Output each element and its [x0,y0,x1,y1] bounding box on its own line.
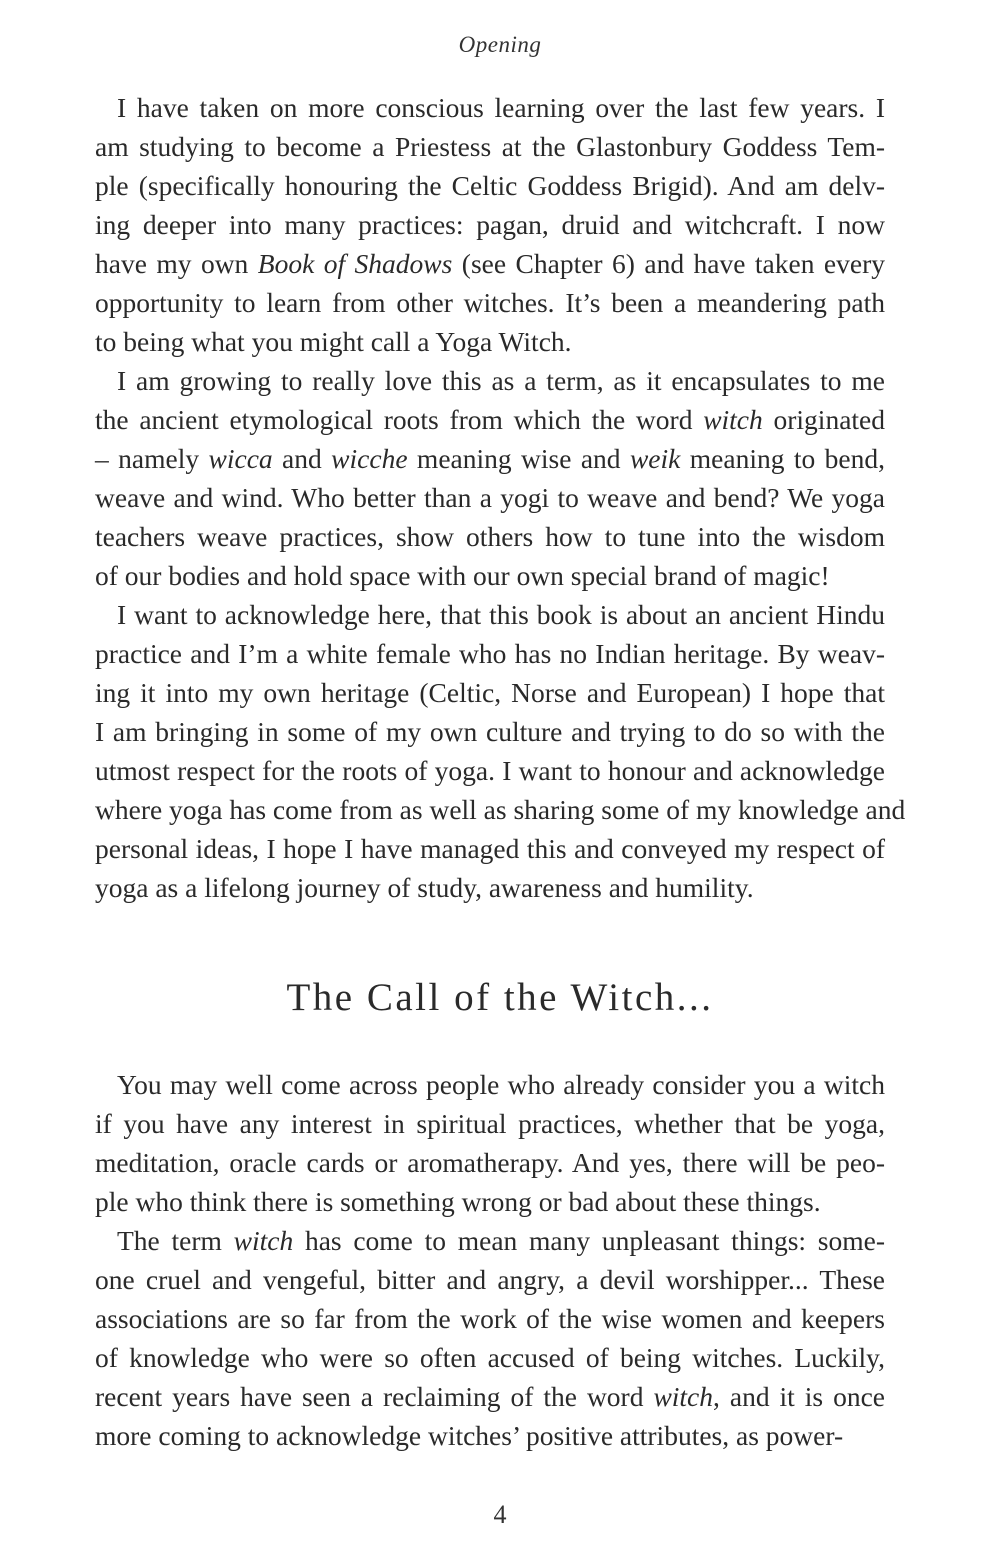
text-line [95,127,885,166]
text-segment: am studying to become a Priestess at the Glastonbury Goddess Tem- [95,131,885,162]
text-line [95,1182,885,1221]
paragraph [95,1065,885,1221]
text-line [95,1299,885,1338]
text-line [95,712,885,751]
text-line [95,1416,885,1455]
text-segment: have my own [95,248,258,279]
text-line [95,1104,885,1143]
text-segment: and [272,443,332,474]
text-segment: meditation, oracle cards or aromatherapy. And yes, there will be peo- [95,1147,885,1178]
text-line [95,361,885,400]
text-line [95,166,885,205]
text-segment: utmost respect for the roots of yoga. I want to honour and acknowledge [95,755,885,786]
text-segment: – namely [95,443,209,474]
paragraph [95,88,885,361]
text-segment: has come to mean many unpleasant things: some- [293,1225,885,1256]
text-segment: ple (specifically honouring the Celtic Goddess Brigid). And am delv- [95,170,885,201]
text-line [95,868,885,907]
text-segment: weave and wind. Who better than a yogi to weave and bend? We yoga [95,482,885,513]
italic-term: wicche [331,443,408,474]
text-segment: to being what you might call a Yoga Witch. [95,326,572,357]
text-segment: ing it into my own heritage (Celtic, Norse and European) I hope that [95,677,885,708]
italic-term: wicca [208,443,273,474]
text-line [95,244,885,283]
text-segment: one cruel and vengeful, bitter and angry, a devil worshipper... These [95,1264,885,1295]
text-line [95,673,885,712]
text-line [95,1377,885,1416]
text-segment: of knowledge who were so often accused of being witches. Luckily, [95,1342,885,1373]
text-segment: You may well come across people who already consider you a witch [117,1069,885,1100]
text-segment: practice and I’m a white female who has no Indian heritage. By weav- [95,638,885,669]
italic-term: Book of Shadows [257,248,453,279]
section-heading: The Call of the Witch... [286,976,714,1019]
text-segment: yoga as a lifelong journey of study, awareness and humility. [95,872,754,903]
text-line [95,517,885,556]
text-line [95,1221,885,1260]
text-segment: opportunity to learn from other witches. It’s been a meandering path [95,287,885,318]
text-segment: teachers weave practices, show others how to tune into the wisdom [95,521,885,552]
running-head: Opening [458,32,542,57]
page-number: 4 [493,1500,507,1529]
text-line [95,1143,885,1182]
text-segment: (see Chapter 6) and have taken every [452,248,885,279]
text-segment: I am bringing in some of my own culture and trying to do so with the [95,716,885,747]
text-segment: I want to acknowledge here, that this book is about an ancient Hindu [117,599,885,630]
text-line [95,1065,885,1104]
body-text-call-of-the-witch [95,1065,885,1455]
text-line [95,829,885,868]
italic-term: witch [653,1381,714,1412]
text-line [95,88,885,127]
text-line [95,1338,885,1377]
text-segment: if you have any interest in spiritual practices, whether that be yoga, [95,1108,885,1139]
text-line [95,478,885,517]
text-segment: , and it is once [713,1381,885,1412]
text-segment: more coming to acknowledge witches’ positive attributes, as power- [95,1420,844,1451]
text-segment: originated [762,404,886,435]
text-segment: personal ideas, I hope I have managed this and conveyed my respect of [95,833,885,864]
italic-term: weik [629,443,681,474]
text-segment: where yoga has come from as well as sharing some of my knowledge and [95,794,906,825]
text-line [95,790,906,829]
text-segment: The term [117,1225,234,1256]
text-segment: recent years have seen a reclaiming of the word [95,1381,654,1412]
paragraph [95,361,885,595]
text-line [95,322,885,361]
text-segment: meaning to bend, [680,443,885,474]
text-line [95,205,885,244]
text-segment: I have taken on more conscious learning over the last few years. I [117,92,885,123]
text-line [95,400,885,439]
body-text-opening [95,88,906,907]
text-line [95,634,885,673]
italic-term: witch [233,1225,294,1256]
text-segment: ple who think there is something wrong or bad about these things. [95,1186,821,1217]
text-segment: meaning wise and [407,443,630,474]
text-segment: associations are so far from the work of the wise women and keepers [95,1303,885,1334]
text-segment: I am growing to really love this as a term, as it encapsulates to me [117,365,885,396]
text-line [95,556,885,595]
text-line [95,595,885,634]
text-line [95,1260,885,1299]
text-segment: ing deeper into many practices: pagan, druid and witchcraft. I now [95,209,885,240]
paragraph [95,1221,885,1455]
text-segment: of our bodies and hold space with our own special brand of magic! [95,560,830,591]
paragraph [95,595,906,907]
text-segment: the ancient etymological roots from which the word [95,404,704,435]
italic-term: witch [703,404,763,435]
text-line [95,751,885,790]
text-line [95,439,885,478]
text-line [95,283,885,322]
